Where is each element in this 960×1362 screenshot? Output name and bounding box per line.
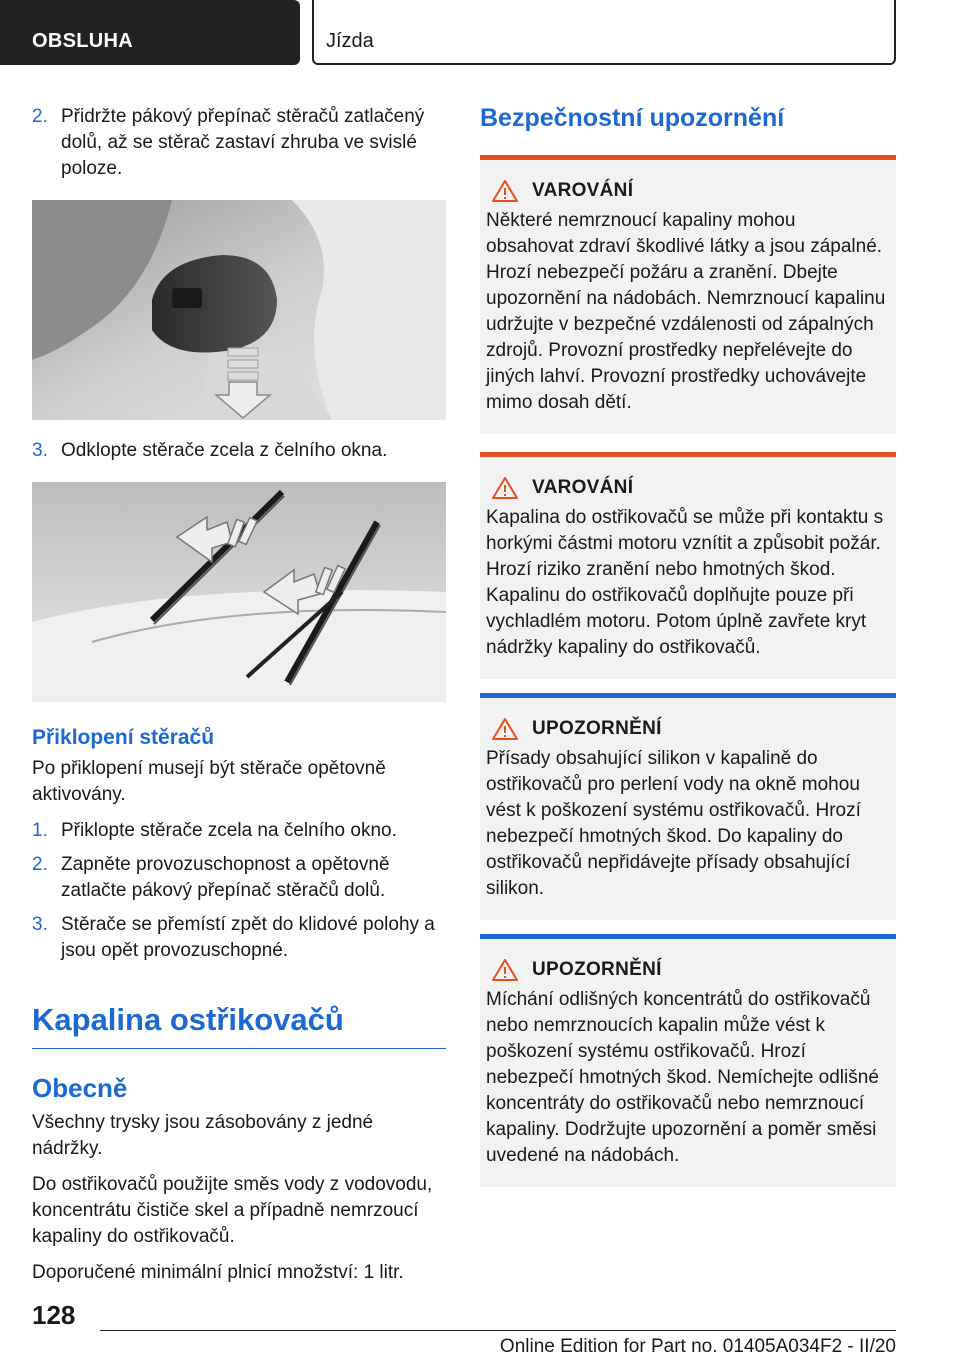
fold-step-2 <box>32 852 446 904</box>
step-number: 2. <box>32 854 48 875</box>
footer-divider <box>100 1330 896 1331</box>
notice-text: Kapalina do ostřikovačů se může při kontaktu s horkými částmi motoru vznítit a způsobit požár. Hrozí riziko zranění nebo hmotných škod. Kapalinu do ostřikovačů doplňujte pouze při vychladlém motoru. Potom úplně zavřete kryt nádržky kapaliny do ostřikovačů. <box>486 507 884 658</box>
general-paragraph-2: Do ostřikovačů použijte směs vody z vodovodu, koncentrátu čističe skel a případně nemrzoucí kapaliny do ostřikovačů. <box>32 1174 433 1247</box>
fold-step-3 <box>32 912 446 964</box>
warning-triangle-icon <box>492 180 518 202</box>
fold-wipers-intro: Po přiklopení musejí být stěrače opětovně aktivovány. <box>32 758 386 805</box>
right-column <box>480 104 896 1201</box>
header-section-tab <box>0 0 300 65</box>
header-chapter-label: Jízda <box>326 30 374 52</box>
general-paragraph-3: Doporučené minimální plnicí množství: 1 litr. <box>32 1262 404 1283</box>
notice-title: UPOZORNĚNÍ <box>532 959 662 980</box>
general-heading: Obecně <box>32 1073 128 1103</box>
footer-edition: Online Edition for Part no. 01405A034F2 - II/20 <box>499 1336 896 1357</box>
instruction-step-2 <box>32 104 446 182</box>
step-text: Zapněte provozuschopnost a opětovně zatlačte pákový přepínač stěračů dolů. <box>61 854 390 901</box>
notice-title: VAROVÁNÍ <box>532 180 634 201</box>
washer-fluid-heading: Kapalina ostřikovačů <box>32 1002 446 1049</box>
warning-triangle-icon <box>492 477 518 499</box>
header-section-label: OBSLUHA <box>32 30 133 52</box>
page-number: 128 <box>32 1300 76 1330</box>
step-text: Přidržte pákový přepínač stěračů zatlačený dolů, až se stěrač zastaví zhruba ve svislé poloze. <box>61 106 425 179</box>
warning-box-2 <box>480 452 896 679</box>
general-paragraph-1: Všechny trysky jsou zásobovány z jedné nádržky. <box>32 1112 374 1159</box>
step-number: 3. <box>32 914 48 935</box>
notice-text: Míchání odlišných koncentrátů do ostřikovačů nebo nemrznoucích kapalin může vést k poškození systému ostřikovačů. Hrozí nebezpečí hmotných škod. Nemíchejte odlišné koncentráty do ostřikovačů nebo nemrznoucí kapaliny. Dodržujte upozornění a poměr směsi uvedené na nádobách. <box>486 989 879 1166</box>
warning-triangle-icon <box>492 959 518 981</box>
notice-box-2 <box>480 934 896 1187</box>
step-text: Stěrače se přemístí zpět do klidové polohy a jsou opět provozuschopné. <box>61 914 435 961</box>
instruction-step-3 <box>32 438 446 464</box>
notice-text: Některé nemrznoucí kapaliny mohou obsahovat zdraví škodlivé látky a jsou zápalné. Hrozí nebezpečí požáru a zranění. Dbejte upozornění na nádobách. Nemrznoucí kapalinu udržujte v bezpečné vzdálenosti od zápalných zdrojů. Provozní prostředky nepřelévejte do jiných lahví. Provozní prostředky uchovávejte mimo dosah dětí. <box>486 210 886 413</box>
notice-title: UPOZORNĚNÍ <box>532 718 662 739</box>
fold-step-1 <box>32 818 446 844</box>
notice-box-1 <box>480 693 896 920</box>
warning-box-1 <box>480 155 896 434</box>
wiper-lever-illustration <box>32 200 446 420</box>
wiper-fold-illustration <box>32 482 446 702</box>
notice-title: VAROVÁNÍ <box>532 477 634 498</box>
left-column <box>32 104 446 1296</box>
fold-wipers-heading: Přiklopení stěračů <box>32 726 215 749</box>
header-chapter-tab <box>312 0 896 65</box>
step-number: 1. <box>32 820 48 841</box>
notice-text: Přísady obsahující silikon v kapalině do ostřikovačů pro perlení vody na okně mohou vést k poškození systému ostřikovačů. Hrozí nebezpečí hmotných škod. Do kapaliny do ostřikovačů nepřidávejte přísady obsahující silikon. <box>486 748 861 899</box>
step-text: Přiklopte stěrače zcela na čelního okno. <box>61 820 397 841</box>
safety-notes-heading: Bezpečnostní upozornění <box>480 104 785 132</box>
step-number: 2. <box>32 106 48 127</box>
step-number: 3. <box>32 440 48 461</box>
step-text: Odklopte stěrače zcela z čelního okna. <box>61 440 388 461</box>
warning-triangle-icon <box>492 718 518 740</box>
